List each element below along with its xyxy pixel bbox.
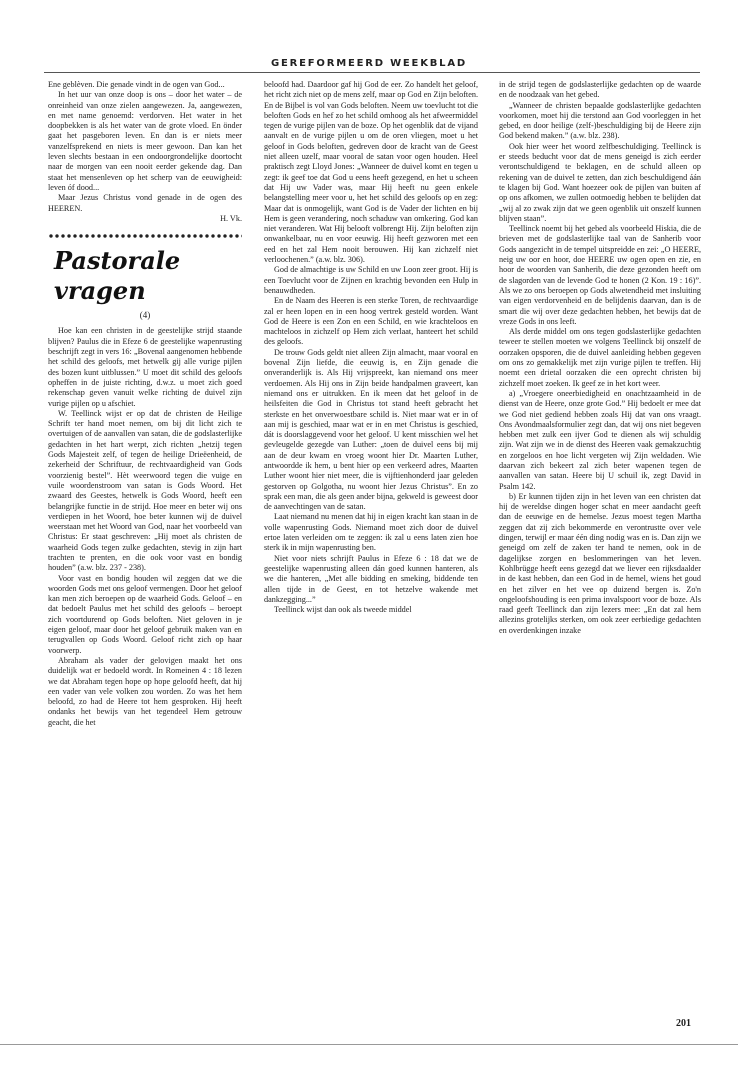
paragraph: Ook hier weer het woord zelfbeschuldiging. Teellinck is er steeds beducht voor dat de mens geneigd is zich eerder verontschuldigend te beklagen, en de schuld alleen op rekening van de duivel te zetten, dan zich beschuldigend áán te klagen bij God. Want hoezeer ook de pijlen van buiten af op ons afkomen, we zullen ootmoedig hebben te belijden dat „wij al zo zwak zijn dat we geen ogenblik uit onszelf kunnen blijven staan”. [499,141,701,223]
signature-line [48,214,242,224]
paragraph: In het uur van onze doop is ons – door het water – de onreinheid van onze zielen aangewezen. Ja, aangewezen, en met name genoemd: verdorven. Het water in het doopbekken is als het water van de grote vloed. En önder gaat het pasgeboren leven. En dan is er niets meer vanzelfsprekend en niets is meer gewoon. Dan kan het leven slechts bestaan in een ondoorgrondelijke doortocht naar de morgen van een nooit eerder gekende dag. Dan staat het mensenleven op het scherp van de eeuwigheid: leven óf dood... [48,90,242,192]
paragraph: Abraham als vader der gelovigen maakt het ons duidelijk wat er bedoeld wordt. In Romeinen 4 : 18 lezen we dat Abraham tegen hope op hope geloofd heeft, dat hij een vader van vele volken zou worden. Zo was het hem beloofd, zo had de Heere tot hem gesproken. Hij heeft ondanks het bewijs van het tegendeel Hem getrouw geacht, die het [48,655,242,727]
paragraph: a) „Vroegere oneerbiedigheid en onachtzaamheid in de dienst van de Heere, onze grote God.” Hij bedoelt er mee dat we God niet gediend hebben zoals Hij dat van ons vraagt. Ons Avondmaalsformulier zegt dan, dat wij ons niet begeven hebben met zulk een ijver God te dienen als wij schuldig zijn. Wat zijn we in de dienst des Heeren vaak gemakzuchtig en zorgeloos en hoe licht vergeten wij Zijn weldaden. Wie daarvan zich bekeert zal zich beter wapenen tegen de aanvallen van satan. Heere bij U schuil ik, zegt David in Psalm 142. [499,388,701,491]
paragraph: b) Er kunnen tijden zijn in het leven van een christen dat hij de wereldse dingen hoger schat en meer aandacht geeft dan de eeuwige en de hemelse. Jezus moest tegen Martha zeggen dat zij zich bekommerde en verontrustte over vele dingen, terwijl er maar één ding nodig was en is. Dan zijn we geneigd om zelf de zaken ter hand te nemen, ook in de dagelijkse zorgen en beslommeringen van het leven. Kohlbrügge heeft eens gezegd dat we liever een rijksdaalder in de kast hebben, dan een God in de hemel, wiens het goud en het zilver en het vee op duizend bergen is. Zo'n ongeloofshouding is een prima invalspoort voor de boze. Als raad geeft Teellinck dan zijn lezers mee: „En dat zal hem allezins grotelijks sterken, om ook zeer eerbiedige gedachten en overdenkingen inzake [499,491,701,635]
footer-rule [0,1044,738,1045]
page-number: 201 [676,1018,691,1029]
section-number: (4) [139,310,151,321]
paragraph: Hoe kan een christen in de geestelijke strijd staande blijven? Paulus die in Efeze 6 de geestelijke wapenrusting beschrijft zegt in vers 16: „Bovenal aangenomen hebbende het schild des geloofs, met hetwelk gij alle vurige pijlen des bozen kunt uitblussen.” U moet dit schild des geloofs opheffen in de juiste richting, d.w.z. u moet zich goed rekenschap geven vanuit welke richting de duivel zijn vurige pijlen op u afschiet. [48,326,242,408]
section-title: Pastorale vragen [54,246,181,306]
paragraph: En de Naam des Heeren is een sterke Toren, de rechtvaardige zal er heen lopen en in een hoog vertrek gesteld worden. Want God de Heere is een Zon en een Schild, en wie krachteloos en machteloos in zichzelf op Hem zich verlaat, hanteert het schild des geloofs. [264,296,478,347]
decorative-divider [48,232,242,240]
header-rule [44,72,700,73]
paragraph-text: Maar Jezus Christus vond genade in de ogen des HEEREN. [48,193,242,213]
paragraph: De trouw Gods geldt niet alleen Zijn almacht, maar vooral en bovenal Zijn liefde, die eeuwig is, en Zijn genade die onveranderlijk is. Als Hij vrijspreekt, kan niemand ons meer verdoemen. Als Hij ons in Zijn beide handpalmen graveert, kan niemand ons er uitrukken. En ik meen dat het geloof in de heilsfeiten die God in Christus tot stand heeft gebracht het sterkste en het onverwoestbare schild is. Niet maar wat er in of aan mij is geschied, maar wat er in en met Christus is geschied, dát is doorslaggevend voor het geloof. U kent misschien wel het gevleugelde gezegde van Luther: „toen de duivel eens bij mij aan de deur kwam en vroeg woont hier Dr. Maarten Luther, antwoordde ik hem, u bent hier op een verkeerd adres, Maarten Luther woont hier niet meer, die is vijftienhonderd jaar geleden gestorven op Golgotha, nu woont hier Jezus Christus”. En zo sprak een man, die als geen ander bijna, gekweld is geweest door de aanvechtingen van de satan. [264,347,478,512]
paragraph: Laat niemand nu menen dat hij in eigen kracht kan staan in de volle wapenrusting Gods. Niemand moet zich door de duivel ertoe laten verleiden om te zeggen: ik zal u eens laten zien hoe sterk ik in mijn wapenrusting ben. [264,512,478,553]
paragraph: Niet voor niets schrijft Paulus in Efeze 6 : 18 dat we de geestelijke wapenrusting alleen dán goed kunnen hanteren, als we die hanteren, „Met alle bidding en smeking, biddende ten allen tijde in de Geest, en tot hetzelve wakende met dankzegging...” [264,553,478,604]
paragraph: Voor vast en bondig houden wil zeggen dat we die woorden Gods met ons geloof vermengen. Door het geloof kan men zich beroepen op de waarheid Gods. Geloof – en dat bedoelt Paulus met het schild des geloofs – beroept zich voortdurend op Gods beloften. Niet geloven in je eigen geloof, maar door het geloof gebruik maken van en terugvallen op Gods Woord. Geloof richt zich op haar voorwerp. [48,573,242,655]
paragraph [48,193,242,214]
author-signature: H. Vk. [220,213,242,223]
column-left [48,80,242,1010]
column-middle [264,80,478,1010]
paragraph: „Wanneer de christen bepaalde godslasterlijke gedachten voorkomen, moet hij die terstond aan God voorleggen in het gebed, en door heilige (zelf-)beschuldiging bij de Heere zijn God bekend maken.” (a.w. blz. 238). [499,100,701,141]
column-right [499,80,701,1010]
paragraph: in de strijd tegen de godslasterlijke gedachten op de waarde en de noodzaak van het gebed. [499,80,701,100]
paragraph: Ene geblèven. Die genade vindt in de ogen van God... [48,80,225,89]
paragraph: God de almachtige is uw Schild en uw Loon zeer groot. Hij is een Toevlucht voor de Zijnen en krachtig bevonden een Hulp in benauwdheden. [264,265,478,295]
paragraph: Als derde middel om ons tegen godslasterlijke gedachten teweer te stellen moeten we volgens Teellinck bij onszelf de oorzaken opsporen, die de duivel aanleiding hebben gegeven om ons zo gemakkelijk met zijn vurige pijlen te treffen. Hij noemt een drietal oorzaken die een oprecht christen bij zichzelf moet zoeken. Ik geef ze in het kort weer. [499,327,701,388]
paragraph: beloofd had. Daardoor gaf hij God de eer. Zo handelt het geloof, het richt zich niet op de mens zelf, maar op God en Zijn beloften. En de Bijbel is vol van Gods beloften. Neem uw toevlucht tot die beloften Gods en hef zo het schild omhoog als het afweermiddel tegen de vurige pijlen van de boze. Op het ogenblik dat de vijand aanvalt en de vurige pijlen u om de oren vliegen, moet u het geloof in Gods beloften, gedreven door de kracht van de Geest niet alleen uzelf, maar vooral de satan voor ogen houden. Heel praktisch zegt Lloyd Jones: „Wanneer de duivel komt en tegen u zegt: ik geef toe dat God u eens heeft gezegend, en het u scheen dat Hij uw Vader was, maar Hij heeft nu geen enkele belangstelling meer voor u, het het schild des geloofs op en zeg: Maar dat is onmogelijk, want God is de Vader der lichten en bij Hem is geen verandering, noch schaduw van omkering. God kan niet veranderen. Wat Hij belooft volbrengt Hij. Zijn beloften zijn onwankelbaar, nu en voor eeuwig. Hij heeft gezworen met een eed en het zal Hem nooit berouwen. Hij kan zichzelf niet verloochenen.” (a.w. blz. 306). [264,80,478,265]
paragraph: W. Teellinck wijst er op dat de christen de Heilige Schrift ter hand moet nemen, om bij dit licht zich te overtuigen of de aanvallen van satan, die de godslasterlijke gedachten in het hart werpt, zich richten „hetzij tegen Gods Majesteit zelf, of tegen de heilige Drieëenheid, de zekerheid der Schriftuur, de rechtvaardigheid van Gods voorzienig bestel”. Hèt weerwoord tegen die vuige en vuile woordenstroom van satan is Gods Woord. Het zwaard des Geestes, hetwelk is Gods Woord, heeft een belangrijke functie in de strijd. Hoe meer en beter wij ons verdiepen in het Woord, hoe beter kunnen wij de duivel weerstaan met het Woord van God, naar het voorbeeld van Christus: Er staat geschreven: „Hij moet als christen de waarheid Gods tegen zulke gedachten, stevig in zijn hart trachten te prenten, en die ook voor vast en bondig houden” (a.w. blz. 237 - 238). [48,408,242,573]
paragraph: Teellinck wijst dan ook als tweede middel [274,605,412,615]
publication-header: GEREFORMEERD WEEKBLAD [271,58,467,69]
paragraph: Teellinck noemt bij het gebed als voorbeeld Hiskia, die de brieven met de godslasterlijke taal van de Sanherib voor Gods aangezicht in de tempel uitspreidde en zei: „O HEERE, neig uw oor en hoor, doe HEERE uw ogen open en zie, en hoor de woorden van Sanherib, die deze gezonden heeft om de slagorden van de levende God te honen (2 Kon. 19 : 16)”. Als we zo ons beroepen op Gods alwetendheid met insluiting van eigen verdorvenheid en de belijdenis daarvan, dan is de smart die wij over deze gedachten hebben, het bewijs dat de vreze Gods in ons leeft. [499,224,701,326]
